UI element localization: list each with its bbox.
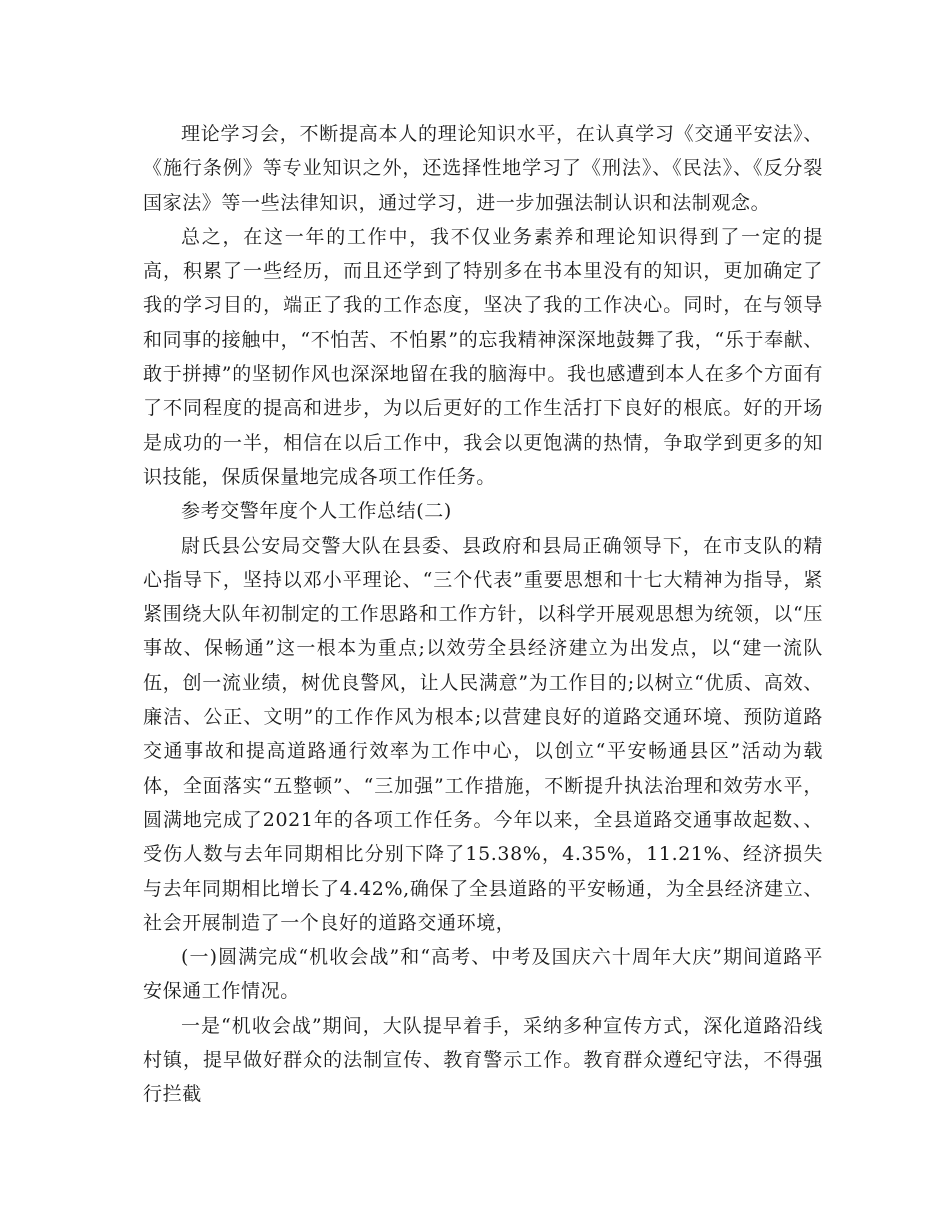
paragraph-theory-study: 理论学习会，不断提高本人的理论知识水平，在认真学习《交通平安法》、《施行条例》等专业知识之外，还选择性地学习了《刑法》、《民法》、《反分裂国家法》等一些法律知识，通过学习，进一步加强法制认识和法制观念。 <box>143 123 823 214</box>
paragraph-subsection-one: (一)圆满完成“机收会战”和“高考、中考及国庆六十周年大庆”期间道路平安保通工作情况。 <box>143 946 823 1003</box>
document-body <box>143 117 823 1112</box>
paragraph-brigade-overview: 尉氏县公安局交警大队在县委、县政府和县局正确领导下，在市支队的精心指导下，坚持以邓小平理论、“三个代表”重要思想和十七大精神为指导，紧紧围绕大队年初制定的工作思路和工作方针，以科学开展观思想为统领，以“压事故、保畅通”这一根本为重点;以效劳全县经济建立为出发点，以“建一流队伍，创一流业绩，树优良警风，让人民满意”为工作目的;以树立“优质、高效、廉洁、公正、文明”的工作作风为根本;以营建良好的道路交通环境、预防道路交通事故和提高道路通行效率为工作中心，以创立“平安畅通县区”活动为载体，全面落实“五整顿”、“三加强”工作措施，不断提升执法治理和效劳水平，圆满地完成了2021年的各项工作任务。今年以来，全县道路交通事故起数、、受伤人数与去年同期相比分别下降了15.38%，4.35%，11.21%、经济损失与去年同期相比增长了4.42%,确保了全县道路的平安畅通，为全县经济建立、社会开展制造了一个良好的道路交通环境， <box>143 534 823 934</box>
paragraph-summary: 总之，在这一年的工作中，我不仅业务素养和理论知识得到了一定的提高，积累了一些经历，而且还学到了特别多在书本里没有的知识，更加确定了我的学习目的，端正了我的工作态度，坚决了我的工作决心。同时，在与领导和同事的接触中，“不怕苦、不怕累”的忘我精神深深地鼓舞了我，“乐于奉献、敢于拼搏”的坚韧作风也深深地留在我的脑海中。我也感遭到本人在多个方面有了不同程度的提高和进步，为以后更好的工作生活打下良好的根底。好的开场是成功的一半，相信在以后工作中，我会以更饱满的热情，争取学到更多的知识技能，保质保量地完成各项工作任务。 <box>143 225 823 488</box>
section-heading: 参考交警年度个人工作总结(二) <box>181 500 452 523</box>
paragraph-harvest-campaign: 一是“机收会战”期间，大队提早着手，采纳多种宣传方式，深化道路沿线村镇，提早做好群众的法制宣传、教育警示工作。教育群众遵纪守法，不得强行拦截 <box>143 1014 823 1106</box>
